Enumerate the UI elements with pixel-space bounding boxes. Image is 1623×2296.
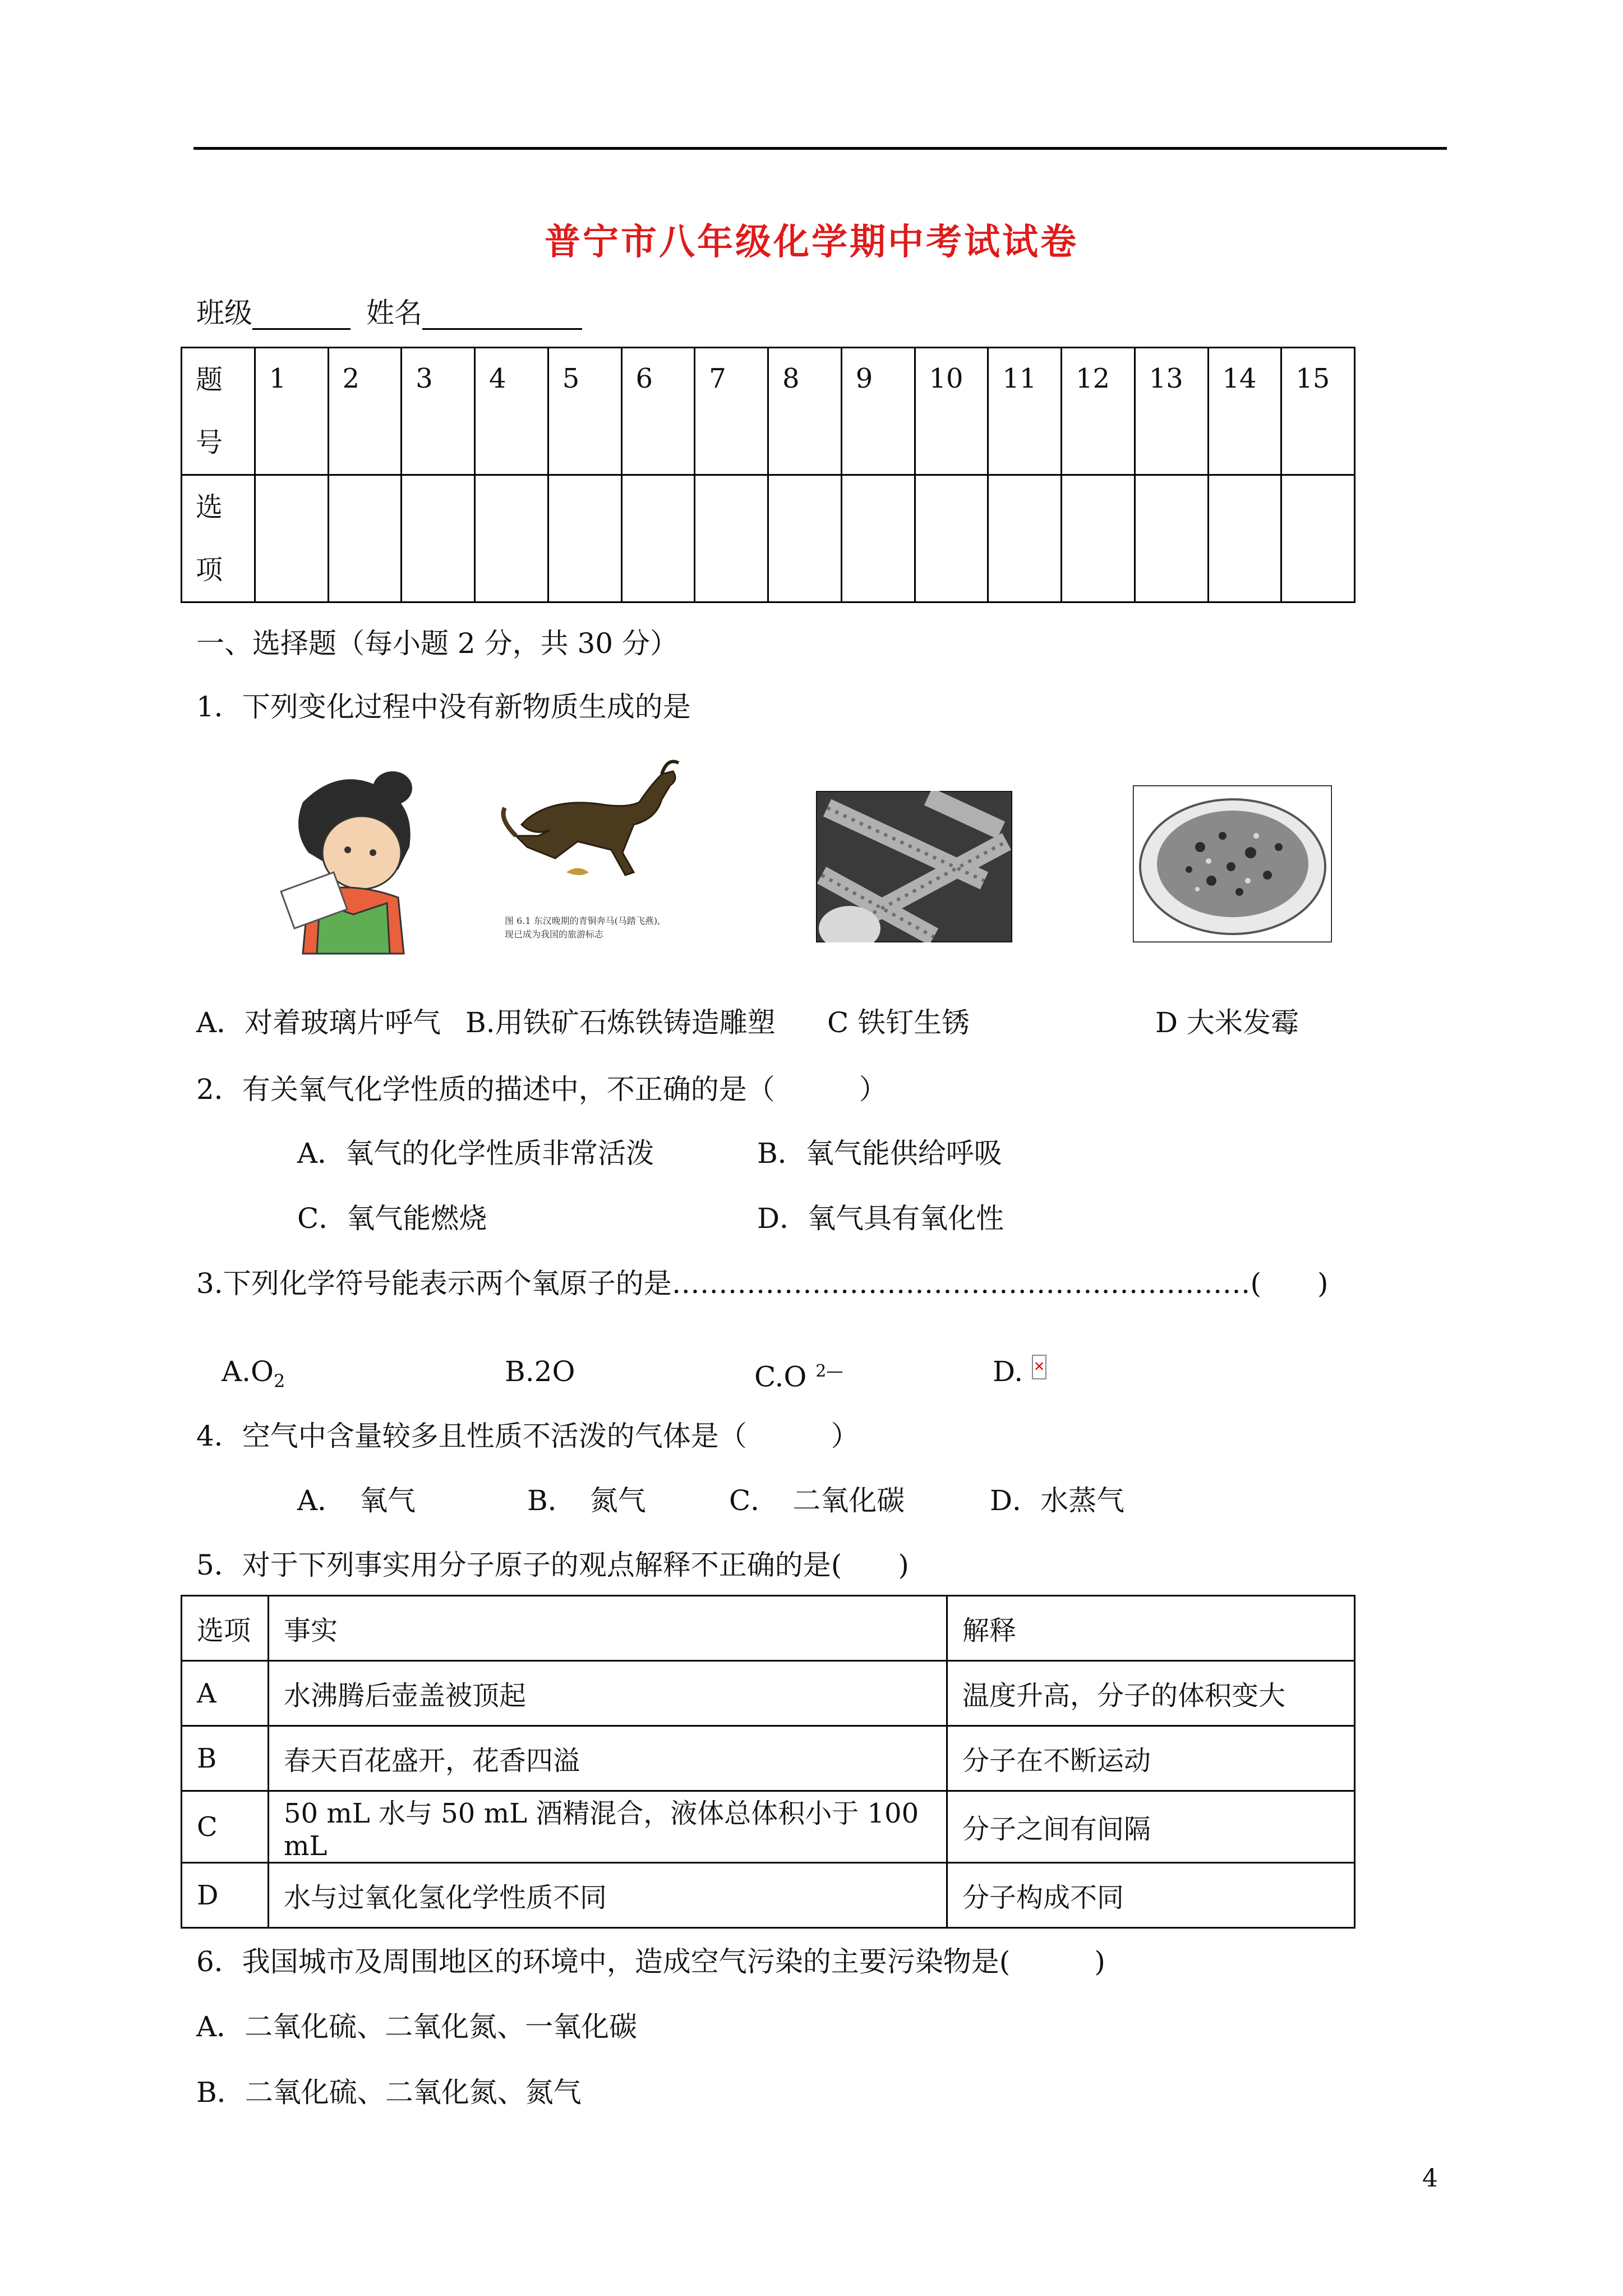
- grid-number: 1: [255, 348, 328, 475]
- row-explanation: 分子构成不同: [947, 1863, 1355, 1928]
- grid-number: 6: [621, 348, 695, 475]
- answer-cell[interactable]: [1135, 475, 1208, 602]
- horse-caption: 图 6.1 东汉晚期的青铜奔马(马踏飞燕), 现已成为我国的旅游标志: [505, 915, 661, 940]
- table-header-row: [182, 1596, 1355, 1661]
- q4-option-c[interactable]: C． 二氧化碳: [729, 1484, 905, 1517]
- answer-grid: [181, 347, 1355, 603]
- page-title: 普宁市八年级化学期中考试试卷: [545, 221, 1078, 263]
- answer-cell[interactable]: [475, 475, 548, 602]
- grid-number: 12: [1062, 348, 1135, 475]
- class-label: 班级: [196, 297, 252, 329]
- choice-row-label: 选 项: [182, 475, 255, 602]
- q1-option-a[interactable]: A．对着玻璃片呼气: [196, 1006, 441, 1039]
- q6-option-a[interactable]: A．二氧化硫、二氧化氮、一氧化碳: [196, 2010, 638, 2043]
- answer-cell[interactable]: [1208, 475, 1281, 602]
- answer-cell[interactable]: [988, 475, 1062, 602]
- class-blank[interactable]: [252, 302, 351, 330]
- number-row-label: 题 号: [182, 348, 255, 475]
- q2-option-d[interactable]: D．氧气具有氧化性: [757, 1202, 1004, 1235]
- grid-number: 3: [402, 348, 475, 475]
- q4-option-d[interactable]: D．水蒸气: [990, 1484, 1125, 1517]
- row-option: A: [182, 1661, 269, 1726]
- q5-stem: 5．对于下列事实用分子原子的观点解释不正确的是( ): [196, 1549, 909, 1581]
- grid-number: 5: [548, 348, 621, 475]
- q2-option-b[interactable]: B．氧气能供给呼吸: [757, 1137, 1002, 1170]
- table-row[interactable]: [182, 1863, 1355, 1928]
- answer-grid-number-row: [182, 348, 1355, 475]
- section-heading: 一、选择题（每小题 2 分，共 30 分）: [196, 627, 679, 660]
- q5-table: [181, 1595, 1355, 1929]
- row-explanation: 分子之间有间隔: [947, 1791, 1355, 1863]
- student-info: [196, 296, 598, 330]
- q1-option-b[interactable]: B.用铁矿石炼铁铸造雕塑: [465, 1006, 776, 1039]
- name-blank[interactable]: [422, 302, 582, 330]
- top-rule: [193, 147, 1447, 150]
- row-fact: 春天百花盛开，花香四溢: [269, 1726, 947, 1791]
- row-fact: 水与过氧化氢化学性质不同: [269, 1863, 947, 1928]
- row-fact: 50 mL 水与 50 mL 酒精混合，液体总体积小于 100 mL: [269, 1791, 947, 1863]
- q6-option-b[interactable]: B．二氧化硫、二氧化氮、氮气: [196, 2076, 582, 2109]
- grid-number: 7: [695, 348, 768, 475]
- q4-option-a[interactable]: A． 氧气: [297, 1484, 416, 1517]
- q1-option-d[interactable]: D 大米发霉: [1155, 1006, 1299, 1039]
- answer-grid-choice-row: [182, 475, 1355, 602]
- answer-cell[interactable]: [255, 475, 328, 602]
- answer-cell[interactable]: [1281, 475, 1355, 602]
- grid-number: 4: [475, 348, 548, 475]
- q1-option-c[interactable]: C 铁钉生锈: [827, 1006, 970, 1039]
- grid-number: 2: [328, 348, 402, 475]
- grid-number: 11: [988, 348, 1062, 475]
- answer-cell[interactable]: [621, 475, 695, 602]
- q3-option-d[interactable]: D. ✕: [993, 1355, 1046, 1388]
- q3-option-a[interactable]: $A.O_2$: [222, 1355, 285, 1392]
- row-fact: 水沸腾后壶盖被顶起: [269, 1661, 947, 1726]
- name-label: 姓名: [366, 297, 422, 329]
- answer-cell[interactable]: [328, 475, 402, 602]
- q3-option-b[interactable]: B.2O: [505, 1355, 575, 1388]
- grid-number: 14: [1208, 348, 1281, 475]
- q2-option-c[interactable]: C．氧气能燃烧: [297, 1202, 487, 1235]
- grid-number: 9: [841, 348, 915, 475]
- table-row[interactable]: [182, 1791, 1355, 1863]
- grid-number: 15: [1281, 348, 1355, 475]
- row-option: C: [182, 1791, 269, 1863]
- row-option: B: [182, 1726, 269, 1791]
- answer-cell[interactable]: [915, 475, 988, 602]
- answer-cell[interactable]: [402, 475, 475, 602]
- q6-stem: 6．我国城市及周围地区的环境中，造成空气污染的主要污染物是( ): [196, 1945, 1105, 1978]
- page-number: 4: [1422, 2164, 1438, 2193]
- grid-number: 8: [768, 348, 842, 475]
- grid-number: 13: [1135, 348, 1208, 475]
- bronze-horse-sculpture-image: [494, 752, 695, 892]
- q3-option-c[interactable]: C.O $^{2—}$: [754, 1360, 843, 1393]
- row-explanation: 温度升高，分子的体积变大: [947, 1661, 1355, 1726]
- q1-stem: 1．下列变化过程中没有新物质生成的是: [196, 691, 691, 723]
- row-option: D: [182, 1863, 269, 1928]
- answer-cell[interactable]: [768, 475, 842, 602]
- q2-stem: 2．有关氧气化学性质的描述中，不正确的是（ ）: [196, 1073, 887, 1106]
- grid-number: 10: [915, 348, 988, 475]
- q4-stem: 4．空气中含量较多且性质不活泼的气体是（ ）: [196, 1420, 859, 1452]
- answer-cell[interactable]: [548, 475, 621, 602]
- rusty-nails-image: [816, 791, 1012, 942]
- q2-option-a[interactable]: A．氧气的化学性质非常活泼: [297, 1137, 654, 1170]
- table-row[interactable]: [182, 1661, 1355, 1726]
- row-explanation: 分子在不断运动: [947, 1726, 1355, 1791]
- moldy-rice-image: [1133, 785, 1332, 942]
- girl-breathing-on-glass-image: [269, 769, 421, 959]
- answer-cell[interactable]: [695, 475, 768, 602]
- header-explanation: 解释: [947, 1596, 1355, 1661]
- header-fact: 事实: [269, 1596, 947, 1661]
- q4-option-b[interactable]: B． 氮气: [527, 1484, 646, 1517]
- answer-cell[interactable]: [841, 475, 915, 602]
- q3-stem: 3.下列化学符号能表示两个氧原子的是………………………………………..……………( ): [196, 1267, 1329, 1300]
- answer-cell[interactable]: [1062, 475, 1135, 602]
- header-option: 选项: [182, 1596, 269, 1661]
- table-row[interactable]: [182, 1726, 1355, 1791]
- broken-image-icon: ✕: [1032, 1355, 1046, 1379]
